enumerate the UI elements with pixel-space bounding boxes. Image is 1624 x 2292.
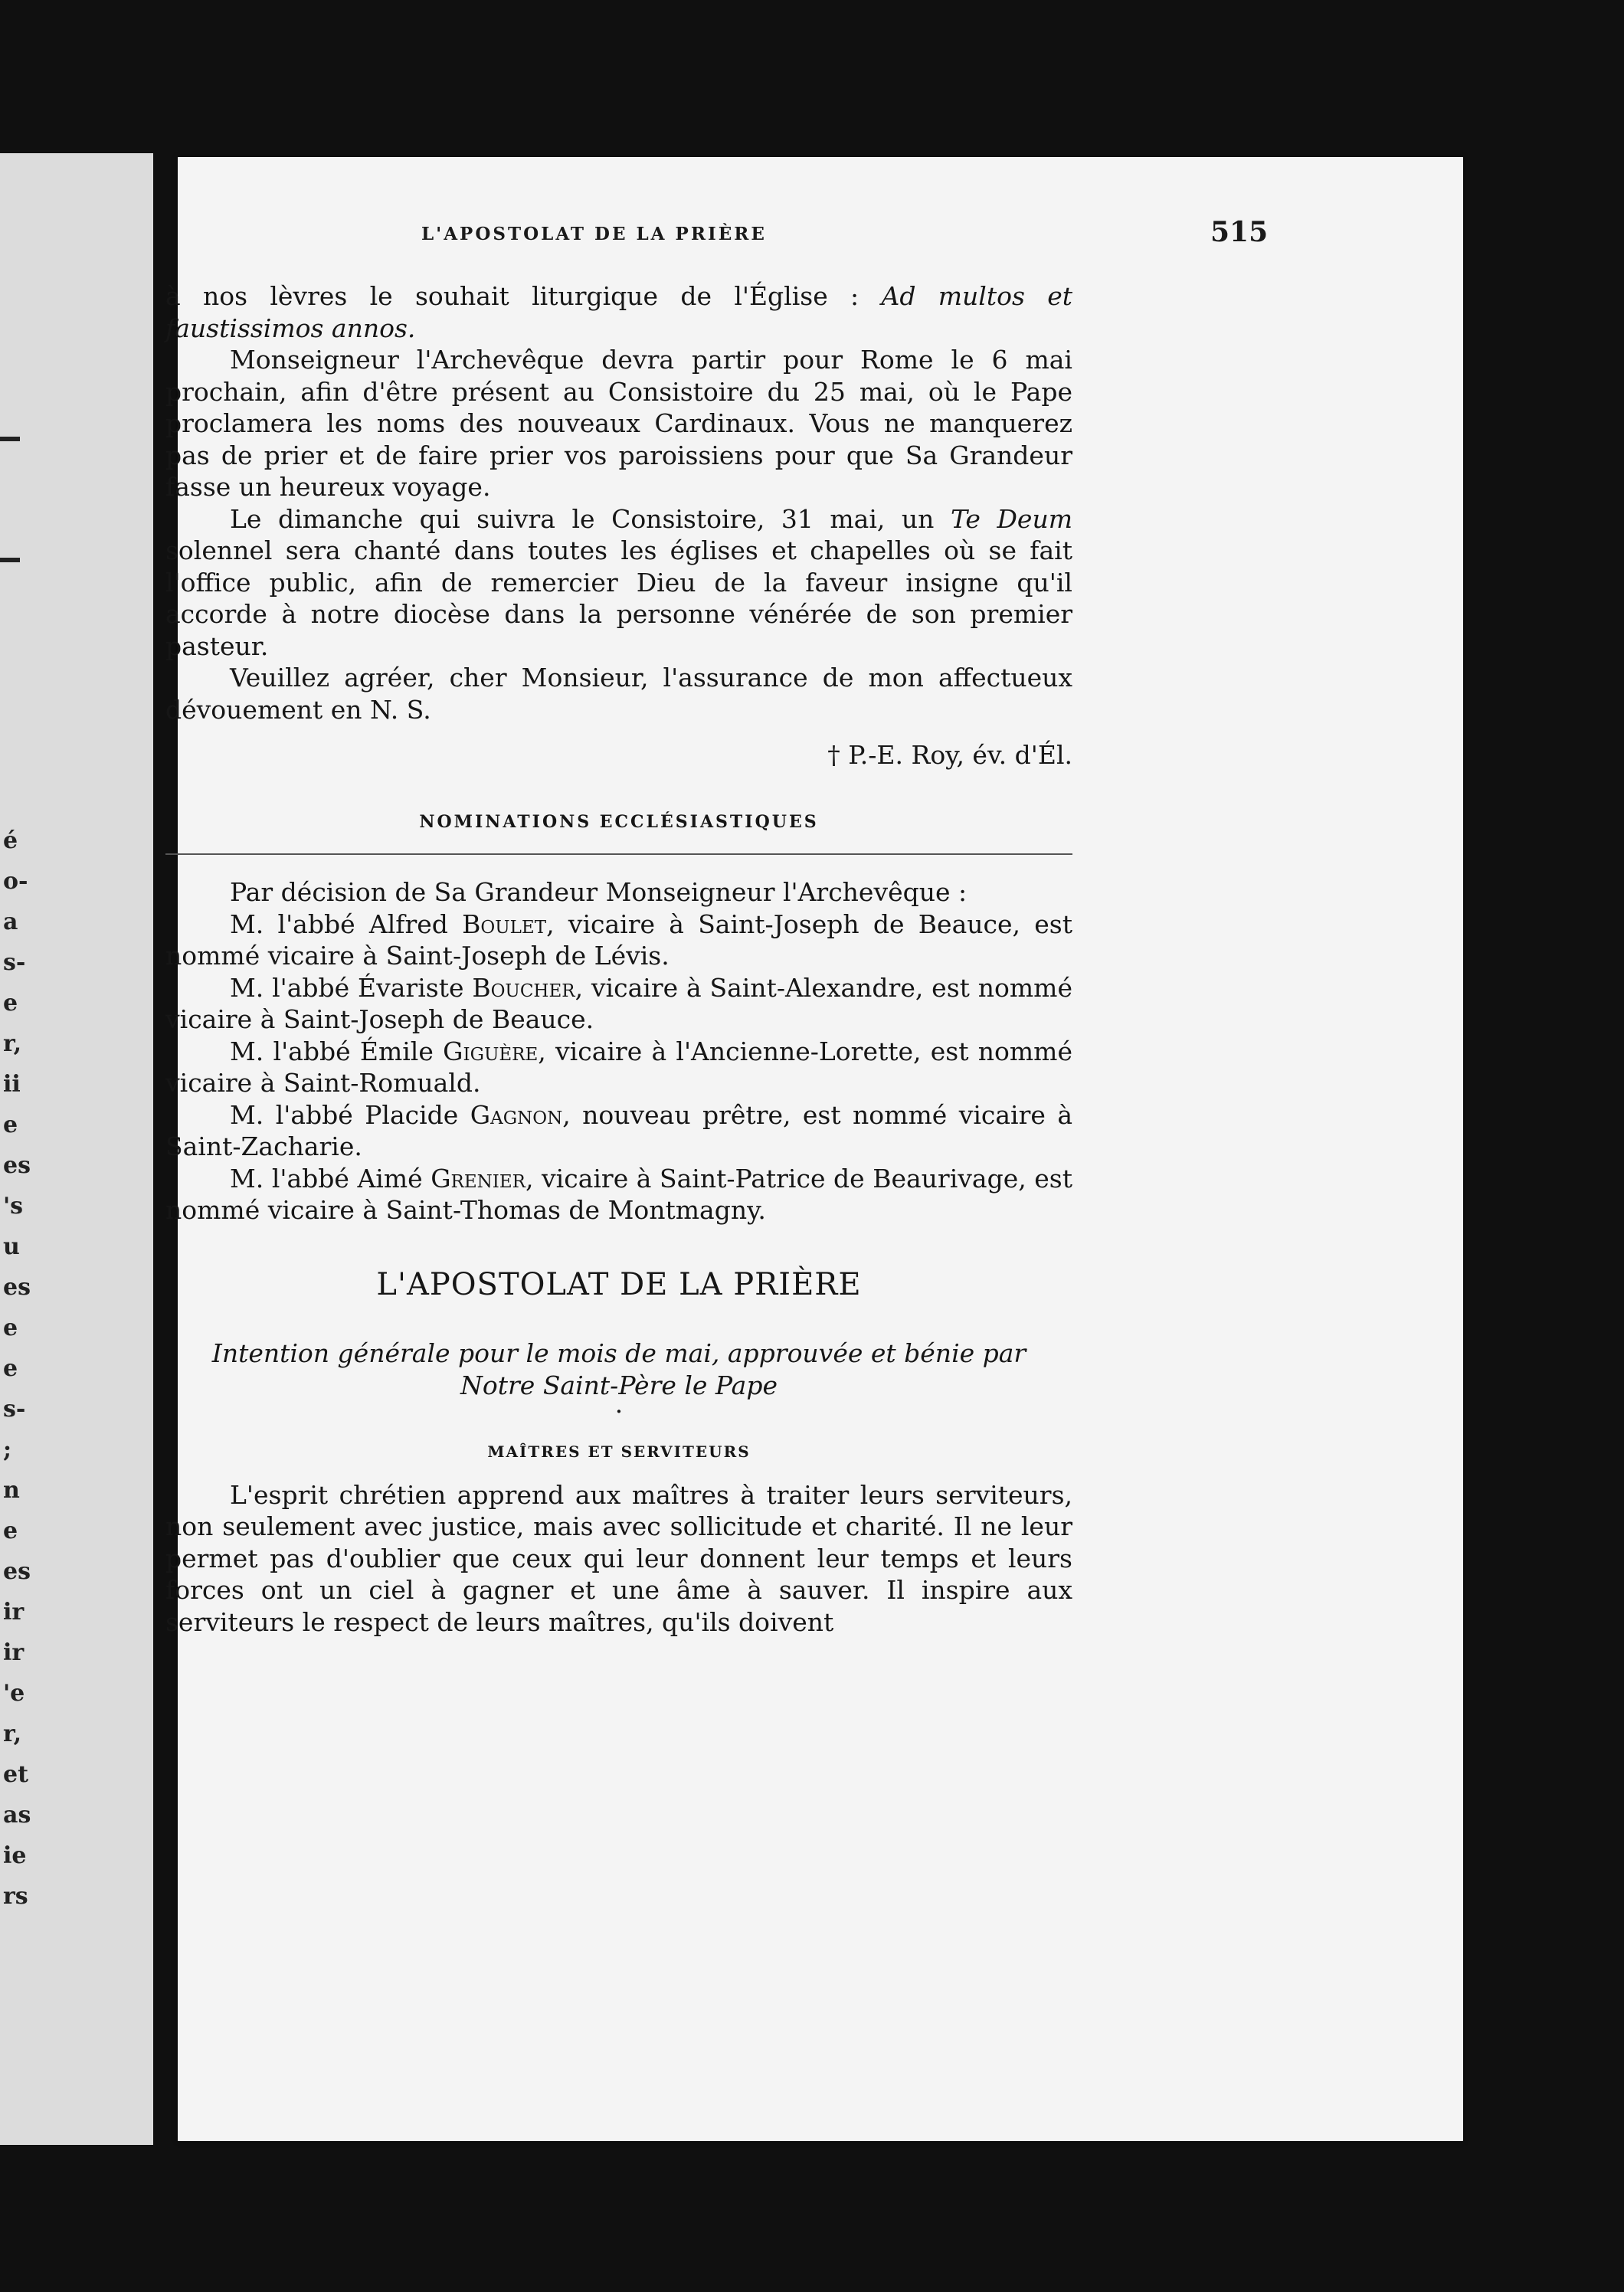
intention-line: Intention générale pour le mois de mai, approuvée et bénie par: [211, 1338, 1026, 1368]
apostolat-paragraph: L'esprit chrétien apprend aux maîtres à traiter leurs serviteurs, non seulement avec justice, mais avec sollicitude et charité. Il ne leur permet pas d'oublier que ceux qui leur donnent leur temps et leurs forces ont un ciel à gagner et une âme à sauver. Il inspire aux serviteurs le respect de leurs maîtres, qu'ils doivent: [165, 1479, 1072, 1637]
left-page-fragment: s-: [3, 1396, 26, 1423]
left-page-fragment: ;: [3, 1436, 12, 1463]
left-page-fragment: e: [3, 990, 18, 1017]
left-page-fragment: r,: [3, 1030, 22, 1057]
adjacent-left-page: [0, 153, 153, 2145]
nominations-list: [165, 909, 1072, 1226]
left-page-fragment: s-: [3, 949, 26, 976]
left-page-fragment: 'e: [3, 1680, 25, 1707]
nomination-item: M. l'abbé Émile Giguère, vicaire à l'Ancienne-Lorette, est nommé vicaire à Saint-Romuald.: [165, 1036, 1072, 1098]
page-number: 515: [1210, 216, 1269, 248]
page-body: [165, 280, 1072, 1638]
apostolat-subtitle: MAÎTRES ET SERVITEURS: [487, 1442, 751, 1461]
running-title: L'APOSTOLAT DE LA PRIÈRE: [421, 224, 767, 244]
nominations-title: NOMINATIONS ECCLÉSIASTIQUES: [419, 811, 819, 832]
left-page-fragment: ii: [3, 1071, 21, 1098]
section-rule: [165, 853, 1072, 855]
nomination-item: M. l'abbé Aimé Grenier, vicaire à Saint-Patrice de Beaurivage, est nommé vicaire à Saint-Thomas de Montmagny.: [165, 1163, 1072, 1225]
surname: Grenier: [431, 1163, 526, 1193]
latin-phrase: Ad multos et faustissimos annos.: [165, 281, 1073, 343]
left-page-fragment: es: [3, 1274, 31, 1301]
letter-paragraph: Monseigneur l'Archevêque devra partir pour Rome le 6 mai prochain, afin d'être présent au Consistoire du 25 mai, où le Pape proclamera les noms des nouveaux Cardinaux. Vous ne manquerez pas de prier et de faire prier vos paroissiens pour que Sa Grandeur fasse un heureux voyage.: [165, 345, 1072, 502]
left-page-fragment: 's: [3, 1193, 24, 1220]
left-page-fragment: as: [3, 1802, 31, 1829]
left-page-fragment: u: [3, 1233, 20, 1260]
left-page-fragment: es: [3, 1558, 31, 1585]
left-page-fragment: es: [3, 1152, 31, 1179]
dot-ornament: ·: [614, 1396, 624, 1426]
te-deum-phrase: Te Deum: [950, 503, 1072, 534]
left-page-fragment: n: [3, 1477, 20, 1504]
left-page-rule: [0, 437, 20, 441]
left-page-fragment: rs: [3, 1883, 28, 1910]
left-page-fragment: é: [3, 827, 18, 854]
letter-paragraph: à nos lèvres le souhait liturgique de l'Église : Ad multos et faustissimos annos.: [165, 281, 1073, 343]
letter-paragraph: Le dimanche qui suivra le Consistoire, 31 mai, un Te Deum solennel sera chanté dans toutes les églises et chapelles où se fait l'office public, afin de remercier Dieu de la faveur insigne qu'il accorde à notre diocèse dans la personne vénérée de son premier pasteur.: [165, 503, 1072, 661]
surname: Gagnon: [470, 1099, 563, 1130]
left-page-fragment: e: [3, 1315, 18, 1341]
letter-closing: Veuillez agréer, cher Monsieur, l'assurance de mon affectueux dévouement en N. S.: [165, 663, 1072, 725]
left-page-fragment: o-: [3, 868, 28, 895]
left-page-fragment: et: [3, 1761, 28, 1788]
apostolat-title: L'APOSTOLAT DE LA PRIÈRE: [376, 1266, 862, 1302]
nomination-item: M. l'abbé Évariste Boucher, vicaire à Saint-Alexandre, est nommé vicaire à Saint-Joseph de Beauce.: [165, 972, 1072, 1034]
left-page-fragment: ir: [3, 1639, 25, 1666]
left-page-fragment: ir: [3, 1599, 25, 1626]
left-page-fragment: ie: [3, 1842, 27, 1869]
surname: Boucher: [472, 972, 575, 1003]
left-page-fragment: r,: [3, 1721, 22, 1747]
left-page-fragment: e: [3, 1355, 18, 1382]
left-page-fragment: a: [3, 909, 18, 935]
left-page-fragment: e: [3, 1518, 18, 1544]
intention-line: Notre Saint-Père le Pape: [460, 1370, 778, 1400]
nominations-intro: Par décision de Sa Grandeur Monseigneur l'Archevêque :: [230, 877, 968, 907]
nomination-item: M. l'abbé Placide Gagnon, nouveau prêtre, est nommé vicaire à Saint-Zacharie.: [165, 1099, 1073, 1161]
left-page-rule: [0, 558, 20, 562]
surname: Giguère: [443, 1036, 539, 1066]
nomination-item: M. l'abbé Alfred Boulet, vicaire à Saint-Joseph de Beauce, est nommé vicaire à Saint-Joseph de Lévis.: [165, 909, 1072, 971]
surname: Boulet: [462, 909, 547, 939]
left-page-fragment: e: [3, 1112, 18, 1138]
signature: † P.-E. Roy, év. d'Él.: [827, 740, 1072, 770]
